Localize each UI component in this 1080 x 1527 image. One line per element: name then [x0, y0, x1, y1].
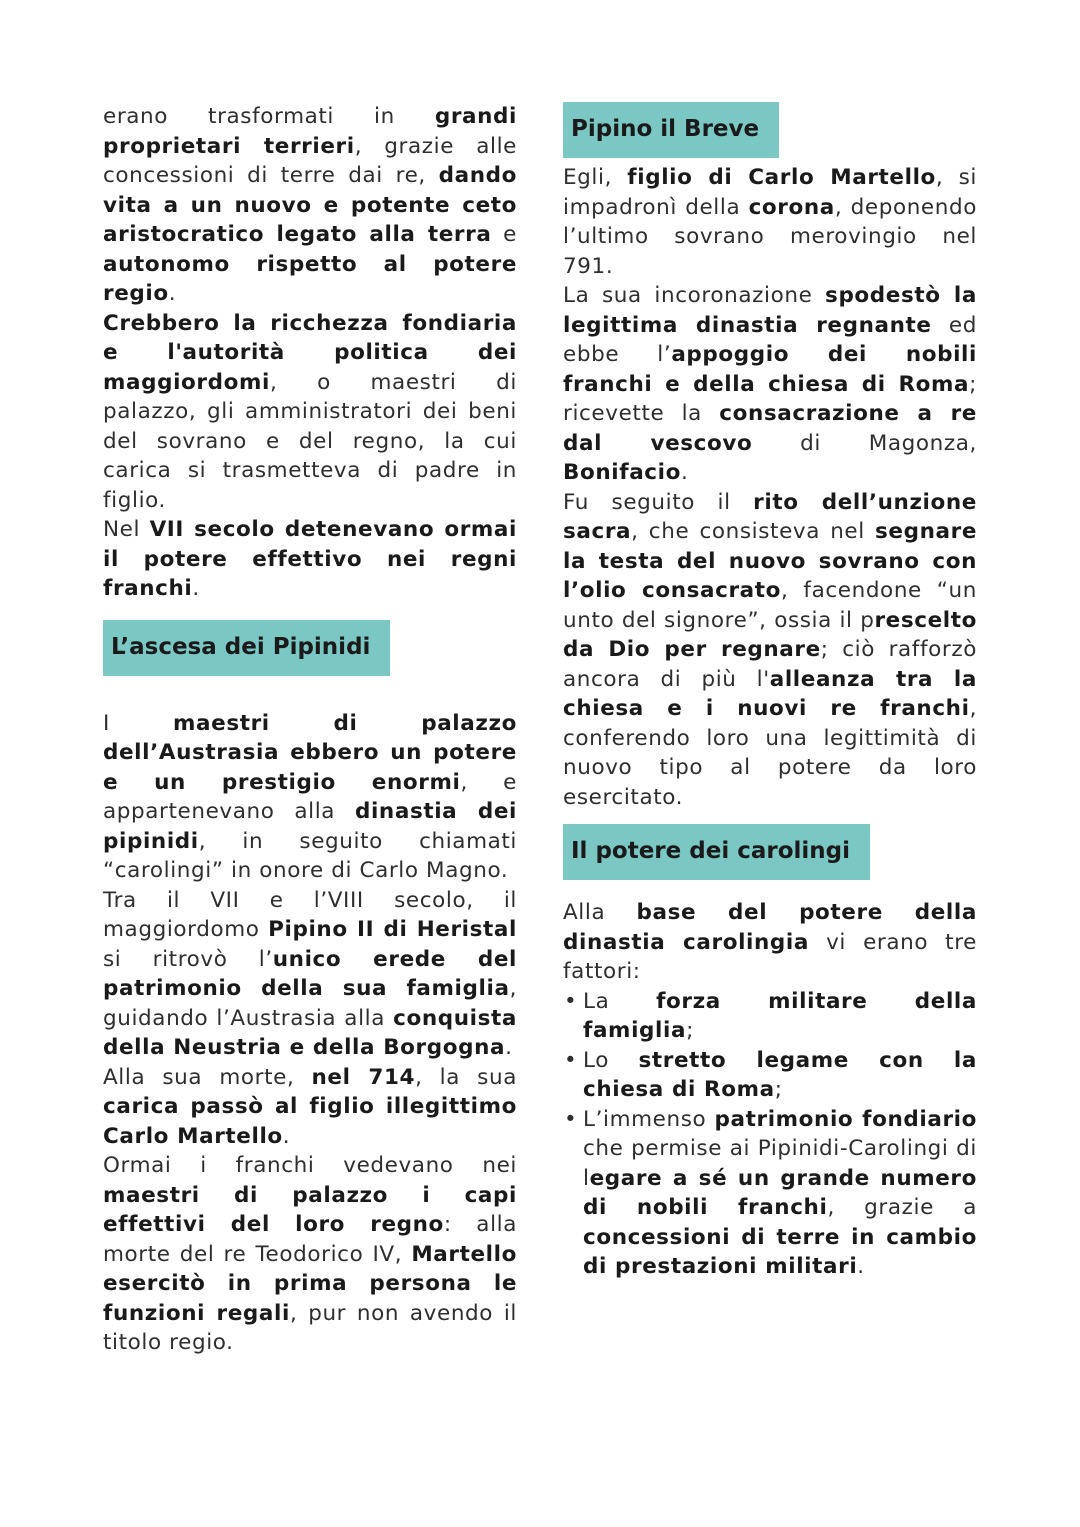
bold-phrase: forza militare della famiglia: [583, 988, 978, 1043]
paragraph-morte-714: Alla sua morte, nel 714, la sua carica passò al figlio illegittimo Carlo Martello.: [103, 1064, 517, 1149]
bold-phrase: segnare la testa del nuovo sovrano con l’olio consacrato: [563, 519, 977, 603]
list-item: • La forza militare della famiglia;: [563, 987, 977, 1046]
paragraph-base-potere: Alla base del potere della dinastia carolingia vi erano tre fattori:: [563, 900, 978, 984]
bold-phrase: maestri di palazzo dell’Austrasia ebbero un potere e un prestigio enormi: [103, 710, 517, 795]
bold-phrase: Bonifacio: [563, 460, 681, 485]
bold-phrase: autonomo rispetto al potere regio: [103, 251, 517, 306]
heading-potere-carolingi: Il potere dei carolingi: [563, 824, 870, 880]
bold-phrase: VII secolo detenevano ormai il potere effettivo nei regni franchi: [103, 517, 517, 601]
right-column: [563, 102, 977, 1282]
bold-phrase: carica passò al figlio illegittimo Carlo Martello: [103, 1094, 517, 1149]
paragraph-maestri-austrasia: I maestri di palazzo dell’Austrasia ebbero un potere e un prestigio enormi, e appartenevano alla dinastia dei pipinidi, in seguito chiamati “carolingi” in onore di Carlo Magno.: [103, 710, 517, 883]
factors-list: [563, 987, 977, 1282]
bold-phrase: spodestò la legittima dinastia regnante: [563, 283, 977, 338]
bold-phrase: patrimonio fondiario: [714, 1106, 978, 1132]
left-column: [103, 102, 517, 1358]
paragraph-pipino-ii: Tra il VII e l’VIII secolo, il maggiordomo Pipino II di Heristal si ritrovò l’unico erede del patrimonio della sua famiglia, guidando l’Austrasia alla conquista della Neustria e della Borgogna.: [103, 887, 518, 1060]
bold-phrase: conquista della Neustria e della Borgogna: [103, 1005, 517, 1060]
list-item: • Lo stretto legame con la chiesa di Roma;: [563, 1046, 977, 1105]
bold-phrase: maestri di palazzo i capi effettivi del loro regno: [103, 1182, 517, 1237]
bold-phrase: Crebbero la ricchezza fondiaria e l'autorità politica dei maggiordomi: [103, 310, 517, 395]
bold-phrase: grandi proprietari terrieri: [103, 104, 517, 159]
paragraph-vii-secolo: Nel VII secolo detenevano ormai il potere effettivo nei regni franchi.: [103, 517, 517, 601]
list-item: • L’immenso patrimonio fondiario che permise ai Pipinidi-Carolingi di legare a sé un grande numero di nobili franchi, grazie a concessioni di terre in cambio di prestazioni militari.: [563, 1105, 977, 1282]
bold-phrase: nel 714: [311, 1064, 416, 1090]
bold-phrase: unico erede del patrimonio della sua famiglia: [103, 946, 517, 1001]
heading-pipino-il-breve: Pipino il Breve: [563, 102, 779, 158]
bold-phrase: egare a sé un grande numero di nobili franchi: [583, 1165, 977, 1220]
bold-phrase: concessioni di terre in cambio di prestazioni militari: [583, 1224, 977, 1279]
bold-phrase: rescelto da Dio per regnare: [563, 607, 977, 662]
paragraph-unzione: Fu seguito il rito dell’unzione sacra, che consisteva nel segnare la testa del nuovo sovrano con l’olio consacrato, facendone “un unto del signore”, ossia il prescelto da Dio per regnare; ciò rafforzò ancora di più l'alleanza tra la chiesa e i nuovi re franchi, conferendo loro una legittimità di nuovo tipo al potere da loro esercitato.: [563, 489, 977, 810]
bold-phrase: stretto legame con la chiesa di Roma: [583, 1047, 977, 1102]
bold-phrase: dinastia dei pipinidi: [103, 799, 517, 854]
paragraph-martello: Ormai i franchi vedevano nei maestri di palazzo i capi effettivi del loro regno: alla morte del re Teodorico IV, Martello esercitò in prima persona le funzioni regali, pur non avendo il titolo regio.: [103, 1153, 517, 1355]
paragraph-maggiordomi: Crebbero la ricchezza fondiaria e l'autorità politica dei maggiordomi, o maestri di palazzo, gli amministratori dei beni del sovrano e del regno, la cui carica si trasmetteva di padre in figlio.: [103, 310, 517, 513]
bold-phrase: figlio di Carlo Martello: [627, 165, 936, 190]
bold-phrase: Martello esercitò in prima persona le funzioni regali: [103, 1241, 517, 1326]
bold-phrase: appoggio dei nobili franchi e della chiesa di Roma: [563, 342, 977, 397]
bold-phrase: Pipino II di Heristal: [268, 917, 518, 942]
heading-ascesa-pipinidi: L’ascesa dei Pipinidi: [103, 620, 390, 676]
bold-phrase: corona: [748, 194, 835, 220]
paragraph-grandi-proprietari: erano trasformati in grandi proprietari terrieri, grazie alle concessioni di terre dai re, dando vita a un nuovo e potente ceto aristocratico legato alla terra e autonomo rispetto al potere regio.: [103, 104, 517, 306]
bold-phrase: base del potere della dinastia carolingia: [563, 900, 977, 955]
paragraph-figlio-martello: Egli, figlio di Carlo Martello, si impadronì della corona, deponendo l’ultimo sovrano merovingio nel 791.: [563, 165, 977, 279]
bold-phrase: alleanza tra la chiesa e i nuovi re franchi: [563, 666, 977, 721]
bold-phrase: rito dell’unzione sacra: [563, 489, 977, 544]
paragraph-incoronazione: La sua incoronazione spodestò la legittima dinastia regnante ed ebbe l’appoggio dei nobili franchi e della chiesa di Roma; ricevette la consacrazione a re dal vescovo di Magonza, Bonifacio.: [563, 283, 977, 485]
bold-phrase: dando vita a un nuovo e potente ceto aristocratico legato alla terra: [103, 163, 517, 247]
bold-phrase: consacrazione a re dal vescovo: [563, 401, 977, 456]
